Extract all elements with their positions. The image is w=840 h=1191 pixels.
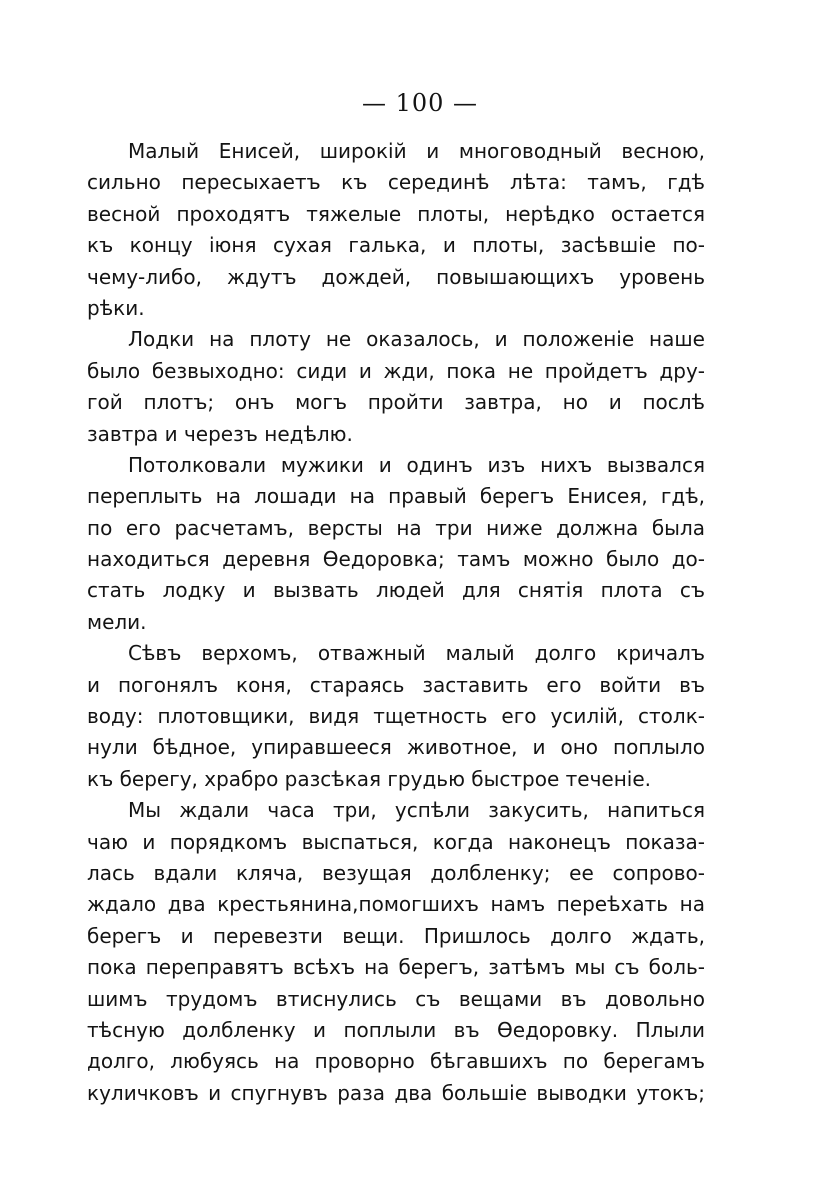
text-line: долго, любуясь на проворно бѣгавшихъ по берегамъ [87, 1049, 705, 1074]
text-line: и погонялъ коня, стараясь заставить его войти въ [87, 672, 705, 697]
text-line: переплыть на лошади на правый берегъ Енисея, гдѣ, [87, 484, 705, 509]
text-line: сильно пересыхаетъ къ серединѣ лѣта: тамъ, гдѣ [87, 170, 705, 195]
text-line: воду: плотовщики, видя тщетность его усилій, столк- [87, 704, 705, 729]
text-line: Лодки на плоту не оказалось, и положеніе наше [128, 327, 705, 352]
text-line: Мы ждали часа три, успѣли закусить, напиться [128, 798, 705, 823]
text-line: пока переправятъ всѣхъ на берегъ, затѣмъ мы съ боль- [87, 955, 705, 980]
text-line: стать лодку и вызвать людей для снятія плота съ [87, 578, 705, 603]
text-line: къ берегу, храбро разсѣкая грудью быстрое теченіе. [87, 766, 652, 791]
text-line: нули бѣдное, упиравшееся животное, и оно поплыло [87, 735, 705, 760]
text-line: къ концу іюня сухая галька, и плоты, засѣвшіе по- [87, 233, 705, 258]
paragraph-3 [87, 450, 705, 638]
text-line: весной проходятъ тяжелые плоты, нерѣдко остается [87, 201, 705, 226]
text-line: находиться деревня Ѳедоровка; тамъ можно было до- [87, 547, 705, 572]
paragraph-4 [87, 638, 705, 795]
text-line: Сѣвъ верхомъ, отважный малый долго кричалъ [128, 641, 705, 666]
text-line: шимъ трудомъ втиснулись съ вещами въ довольно [87, 986, 705, 1011]
text-line: Потолковали мужики и одинъ изъ нихъ вызвался [128, 452, 705, 477]
text-line: тѣсную долбленку и поплыли въ Ѳедоровку. Плыли [87, 1017, 705, 1042]
text-line: Малый Енисей, широкій и многоводный весною, [128, 139, 705, 163]
page-number: — 100 — [361, 89, 479, 117]
text-line: по его расчетамъ, версты на три ниже должна была [87, 515, 705, 540]
text-line: чему-либо, ждутъ дождей, повышающихъ уровень [87, 264, 705, 289]
text-line: куличковъ и спугнувъ раза два большіе выводки утокъ; [87, 1080, 705, 1105]
text-line: было безвыходно: сиди и жди, пока не пройдетъ дру- [87, 358, 705, 383]
text-line: чаю и порядкомъ выспаться, когда наконецъ показа- [87, 829, 705, 854]
text-line: завтра и черезъ недѣлю. [87, 421, 353, 446]
text-line: лась вдали кляча, везущая долбленку; ее сопрово- [87, 860, 705, 885]
text-line: гой плотъ; онъ могъ пройти завтра, но и послѣ [87, 390, 705, 415]
body-text [87, 136, 705, 1109]
text-line: берегъ и перевезти вещи. Пришлось долго ждать, [87, 923, 705, 948]
text-line: рѣки. [87, 295, 145, 320]
paragraph-2 [87, 324, 705, 450]
paragraph-5 [87, 795, 705, 1109]
paragraph-1 [87, 136, 705, 324]
text-line: ждало два крестьянина,помогшихъ намъ переѣхать на [87, 892, 705, 917]
text-line: мели. [87, 609, 147, 634]
